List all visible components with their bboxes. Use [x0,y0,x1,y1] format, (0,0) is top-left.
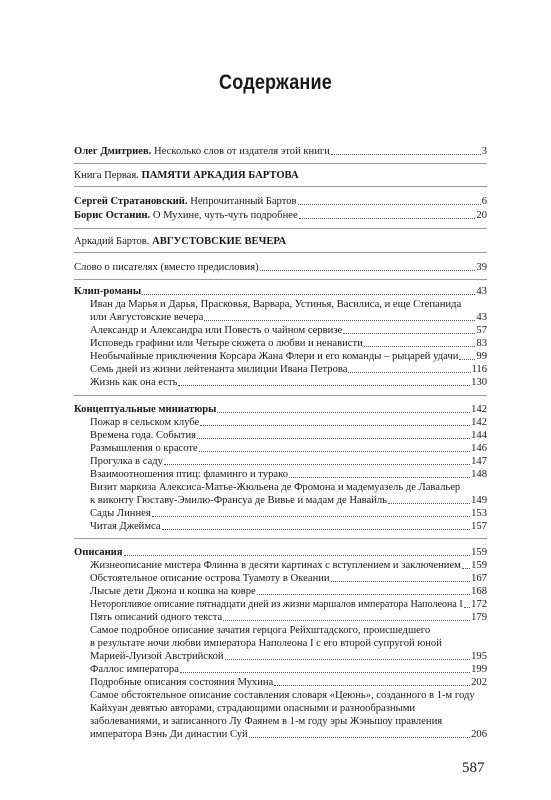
entry-page: 3 [481,146,487,157]
entry-page: 148 [471,469,487,480]
entry-page: 199 [471,664,487,675]
dot-leader [348,372,470,373]
dot-leader [217,412,470,413]
section-heading-miniatures[interactable] [74,404,487,416]
toc-entry-line: Самое обстоятельное описание составления словаря «Цеюнь», созданного в 1-м году [90,690,475,701]
entry-page: 179 [471,612,487,623]
toc-entry[interactable] [90,560,487,572]
entry-page: 99 [476,351,487,362]
entry-title: Жизнь как она есть [90,377,178,388]
toc-entry[interactable] [90,508,487,520]
dot-leader [274,685,470,686]
entry-title: Лысые дети Джона и кошка на ковре [90,586,256,597]
entry-page: 153 [471,508,487,519]
entry-page: 146 [471,443,487,454]
section-divider [74,186,487,187]
toc-entry[interactable] [90,677,487,689]
book-title: АВГУСТОВСКИЕ ВЕЧЕРА [152,236,287,247]
toc-entry[interactable] [90,664,487,676]
entry-page: 167 [471,573,487,584]
entry-page: 6 [481,196,487,207]
toc-entry[interactable] [90,364,487,376]
entry-page: 206 [471,729,487,740]
entry-title: Марией-Луизой Австрийской [90,651,224,662]
entry-title: Исповедь графини или Четыре сюжета о любви и ненависти [90,338,363,349]
dot-leader [178,385,470,386]
dot-leader [343,333,475,334]
entry-title: Жизнеописание мистера Флинна в десяти картинах с вступлением и заключением [90,560,461,571]
section-divider [74,395,487,396]
entry-title: Семь дней из жизни лейтенанта милиции Ивана Петрова [90,364,348,375]
entry-title: Пять описаний одного текста [90,612,223,623]
dot-leader [260,270,476,271]
dot-leader [364,346,476,347]
dot-leader [223,620,470,621]
entry-title: Прогулка в саду [90,456,163,467]
section-heading-descriptions[interactable] [74,547,487,559]
entry-title: Сады Линнея [90,508,151,519]
dot-leader [289,477,470,478]
toc-entry[interactable] [90,573,487,585]
toc-entry[interactable] [90,312,487,324]
dot-leader [197,438,470,439]
entry-title: Слово о писателях (вместо предисловия) [74,262,259,273]
dot-leader [152,516,470,517]
toc-entry-intro[interactable] [74,262,487,274]
toc-entry[interactable] [74,196,487,208]
book-prefix: Книга Первая. [74,170,139,181]
toc-entry[interactable] [90,612,487,624]
dot-leader [464,607,470,608]
entry-author: Олег Дмитриев. [74,146,152,157]
entry-page: 142 [471,404,487,415]
section-title: Клип-романы [74,286,142,297]
dot-leader [459,359,475,360]
entry-page: 116 [471,364,487,375]
entry-page: 57 [476,325,487,336]
dot-leader [298,204,481,205]
toc-entry-line: Самое подробное описание зачатия герцога Рейхштадского, происшедшего [90,625,431,636]
entry-page: 168 [471,586,487,597]
toc-entry[interactable] [90,456,487,468]
dot-leader [162,529,471,530]
dot-leader [124,555,471,556]
entry-author: Борис Останин. [74,210,151,221]
section-divider [74,538,487,539]
entry-page: 83 [476,338,487,349]
page-number: 587 [462,760,485,776]
entry-title: Подробные описания состояния Мухина [90,677,274,688]
entry-page: 195 [471,651,487,662]
entry-page: 147 [471,456,487,467]
entry-page: 172 [471,599,487,610]
entry-page: 202 [471,677,487,688]
toc-entry[interactable] [90,521,487,533]
dot-leader [299,218,476,219]
dot-leader [225,659,471,660]
entry-title: Фаллос императора [90,664,179,675]
dot-leader [204,320,475,321]
toc-entry-line: заболеваниями, и записанного Лу Фаянем в 1-м году эры Жэньшоу правления [90,716,443,727]
dot-leader [164,464,470,465]
toc-entry[interactable] [90,495,487,507]
entry-page: 157 [471,521,487,532]
section-divider [74,228,487,229]
entry-page: 159 [471,547,487,558]
toc-entry[interactable] [90,586,487,598]
toc-entry-line: Кайхуан девятью авторами, страдающими опасными и разнообразными [90,703,416,714]
section-divider [74,252,487,253]
dot-leader [199,451,470,452]
dot-leader [249,737,470,738]
toc-entry[interactable] [90,325,487,337]
page-title: Содержание [219,71,332,94]
toc-entry[interactable] [90,443,487,455]
entry-page: 39 [476,262,487,273]
entry-page: 149 [471,495,487,506]
entry-page: 20 [476,210,487,221]
dot-leader [257,594,470,595]
toc-entry[interactable] [90,729,487,741]
entry-title: Взаимоотношения птиц: фламинго и турако [90,469,288,480]
dot-leader [142,294,475,295]
entry-title: Размышления о красоте [90,443,198,454]
toc-entry[interactable] [90,599,487,611]
entry-author: Сергей Стратановский. [74,196,188,207]
book-prefix: Аркадий Бартов. [74,236,150,247]
entry-page: 43 [476,312,487,323]
dot-leader [180,672,470,673]
entry-page: 130 [471,377,487,388]
section-divider [74,163,487,164]
dot-leader [462,568,470,569]
section-title: Описания [74,547,123,558]
section-heading-clips[interactable] [74,286,487,298]
entry-page: 144 [471,430,487,441]
toc-entry-publisher-note[interactable] [74,146,487,158]
entry-title: О Мухине, чуть-чуть подробнее [152,210,298,221]
toc-entry[interactable] [90,377,487,389]
entry-title: императора Вэнь Ди династии Суй [90,729,248,740]
entry-title: Неторопливое описание пятнадцати дней из жизни маршалов императора Наполеона I [90,599,463,610]
section-title: Концептуальные миниатюры [74,404,217,415]
entry-page: 142 [471,417,487,428]
toc-entry[interactable] [90,338,487,350]
entry-title: Времена года. События [90,430,196,441]
book-two-heading [74,236,487,248]
book-title: ПАМЯТИ АРКАДИЯ БАРТОВА [141,170,299,181]
toc-entry[interactable] [90,651,487,663]
section-divider [74,279,487,280]
entry-title: Непрочитанный Бартов [190,196,297,207]
dot-leader [200,425,470,426]
dot-leader [331,581,471,582]
entry-title: Александр и Александра или Повесть о чайном сервизе [90,325,343,336]
entry-title: к виконту Гюставу-Эмилю-Франсуа де Вивье и мадам де Навайль [90,495,388,506]
entry-title: Пожар в сельском клубе [90,417,200,428]
toc-entry-line: Иван да Марья и Дарья, Прасковья, Варвара, Устинья, Василиса, и еще Степанида [90,299,462,310]
toc-entry[interactable] [90,417,487,429]
dot-leader [388,503,470,504]
toc-entry[interactable] [74,210,487,222]
entry-page: 159 [471,560,487,571]
entry-title: Необычайные приключения Корсара Жана Флери и его команды – рыцарей удачи [90,351,459,362]
toc-entry[interactable] [90,351,487,363]
dot-leader [331,154,481,155]
entry-title: Несколько слов от издателя этой книги [154,146,330,157]
entry-title: или Августовские вечера [90,312,204,323]
entry-title: Читая Джеймса [90,521,161,532]
entry-page: 43 [476,286,487,297]
toc-entry[interactable] [90,469,487,481]
toc-entry-line: в результате ночи любви императора Наполеона I с его второй супругой юной [90,638,442,649]
toc-entry-line: Визит маркиза Алексиса-Матье-Жюльена де Фромона и мадемуазель де Лавальер [90,482,461,493]
entry-title: Обстоятельное описание острова Туамоту в Океании [90,573,330,584]
toc-entry[interactable] [90,430,487,442]
table-of-contents [74,0,487,800]
book-one-heading [74,170,487,182]
